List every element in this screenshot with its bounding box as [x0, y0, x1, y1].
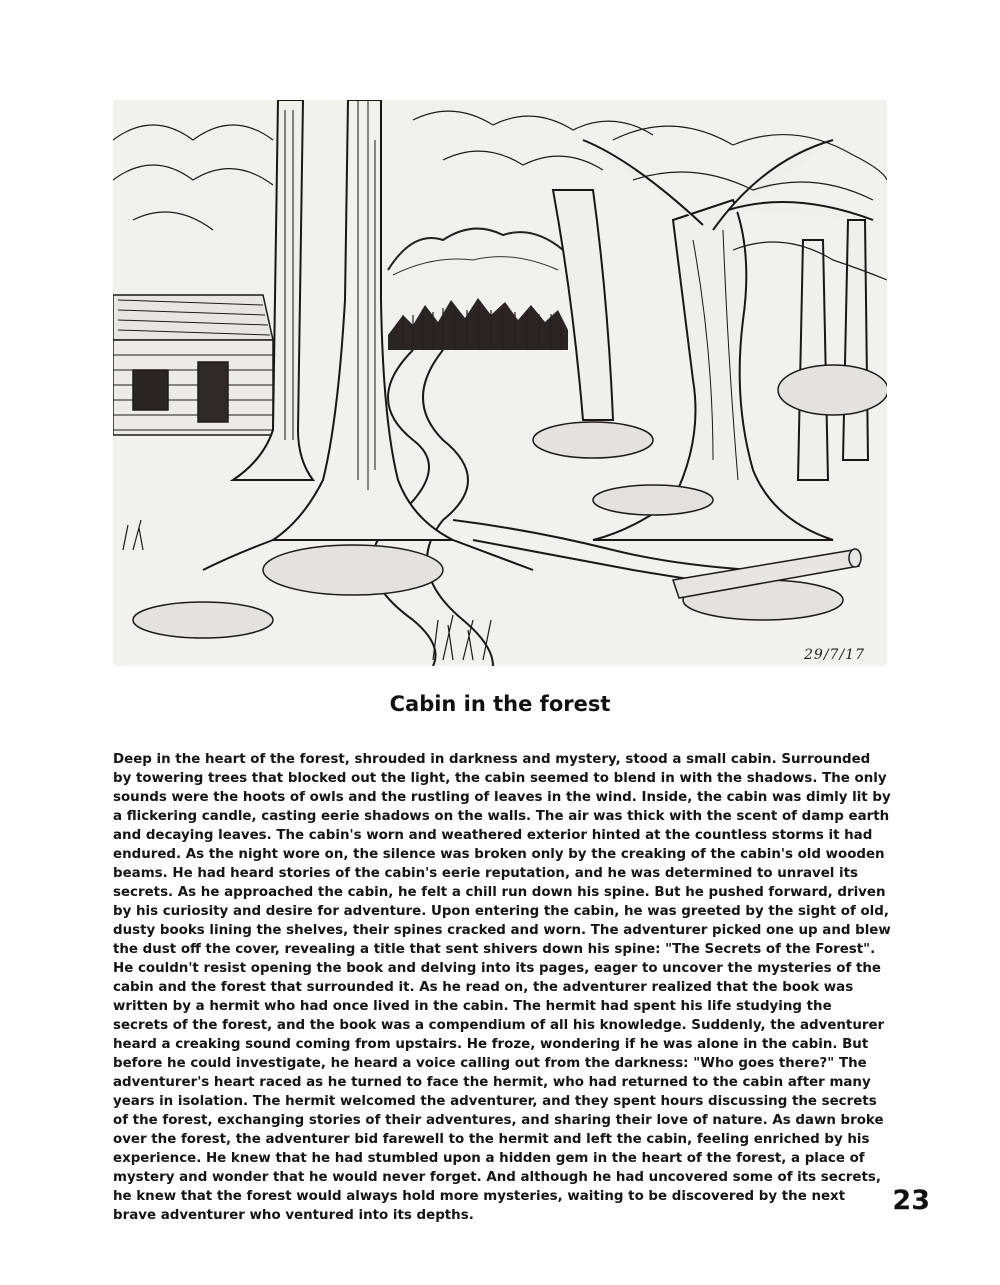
page-number: 23	[892, 1185, 930, 1216]
page-title: Cabin in the forest	[389, 692, 611, 716]
artist-signature-date: 29/7/17	[804, 647, 865, 663]
cabin	[113, 295, 273, 435]
ink-drawing	[113, 100, 887, 666]
forest-cabin-illustration	[113, 100, 887, 666]
story-paragraph: Deep in the heart of the forest, shrouded in darkness and mystery, stood a small cabin. Surrounded by towering trees that blocked out the light, the cabin seemed to blend in with the shadows. The only sounds were the hoots of owls and the rustling of leaves in the wind. Inside, the cabin was dimly lit by a flickering candle, casting eerie shadows on the walls. The air was thick with the scent of damp earth and decaying leaves. The cabin's worn and weathered exterior hinted at the countless storms it had endured. As the night wore on, the silence was broken only by the creaking of the cabin's old wooden beams. He had heard stories of the cabin's eerie reputation, and he was determined to unravel its secrets. As he approached the cabin, he felt a chill run down his spine. But he pushed forward, driven by his curiosity and desire for adventure. Upon entering the cabin, he was greeted by the sight of old, dusty books lining the shelves, their spines cracked and worn. The adventurer picked one up and blew the dust off the cover, revealing a title that sent shivers down his spine: "The Secrets of the Forest". He couldn't resist opening the book and delving into its pages, eager to uncover the mysteries of the cabin and the forest that surrounded it. As he read on, the adventurer realized that the book was written by a hermit who had once lived in the cabin. The hermit had spent his life studying the secrets of the forest, and the book was a compendium of all his knowledge. Suddenly, the adventurer heard a creaking sound coming from upstairs. He froze, wondering if he was alone in the cabin. But before he could investigate, he heard a voice calling out from the darkness: "Who goes there?" The adventurer's heart raced as he turned to face the hermit, who had returned to the cabin after many years in isolation. The hermit welcomed the adventurer, and they spent hours discussing the secrets of the forest, exchanging stories of their adventures, and sharing their love of nature. As dawn broke over the forest, the adventurer bid farewell to the hermit and left the cabin, feeling enriched by his experience. He knew that he had stumbled upon a hidden gem in the heart of the forest, a place of mystery and wonder that he would never forget. And although he had uncovered some of its secrets, he knew that the forest would always hold more mysteries, waiting to be discovered by the next brave adventurer who ventured into its depths.	[113, 752, 891, 1223]
